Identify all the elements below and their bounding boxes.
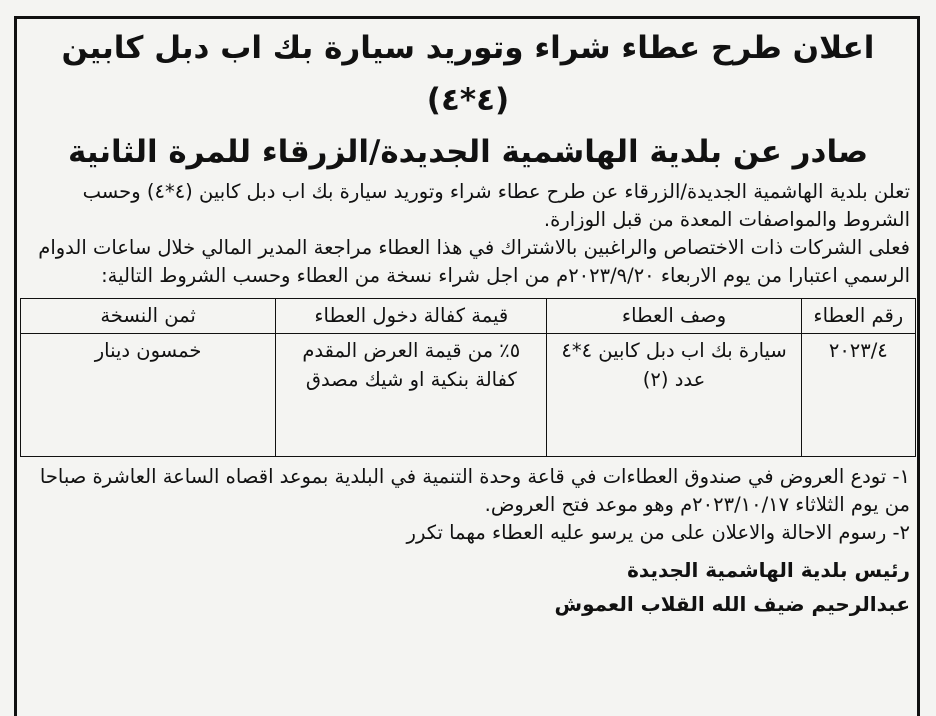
signature-block xyxy=(20,553,916,621)
intro-text xyxy=(20,178,916,290)
table-row xyxy=(21,334,916,457)
intro-paragraph-2: فعلى الشركات ذات الاختصاص والراغبين بالاشتراك في هذا العطاء مراجعة المدير المالي خلال ساعات الدوام الرسمي اعتبارا من يوم الاربعاء ٢٠٢٣/٩/٢٠م من اجل شراء نسخة من العطاء وحسب الشروط التالية: xyxy=(38,236,910,287)
conditions-list xyxy=(20,463,916,547)
cell-copy-price: خمسون دينار xyxy=(21,334,276,457)
signature-name: عبدالرحيم ضيف الله القلاب العموش xyxy=(554,592,910,616)
cell-tender-number: ٢٠٢٣/٤ xyxy=(801,334,915,457)
header-tender-number: رقم العطاء xyxy=(801,299,915,334)
signature-title: رئيس بلدية الهاشمية الجديدة xyxy=(627,558,910,582)
title-line-2: صادر عن بلدية الهاشمية الجديدة/الزرقاء للمرة الثانية xyxy=(67,134,869,170)
header-tender-description: وصف العطاء xyxy=(547,299,801,334)
header-copy-price: ثمن النسخة xyxy=(21,299,276,334)
announcement-title xyxy=(20,22,916,178)
intro-paragraph-1: تعلن بلدية الهاشمية الجديدة/الزرقاء عن طرح عطاء شراء وتوريد سيارة بك اب دبل كابين (٤*٤) وحسب الشروط والمواصفات المعدة من قبل الوزارة. xyxy=(82,180,910,231)
cell-guarantee-value: ٥٪ من قيمة العرض المقدم كفالة بنكية او شيك مصدق xyxy=(276,334,547,457)
tender-table xyxy=(20,298,916,457)
title-line-1: اعلان طرح عطاء شراء وتوريد سيارة بك اب دبل كابين (٤*٤) xyxy=(61,30,875,118)
header-guarantee-value: قيمة كفالة دخول العطاء xyxy=(276,299,547,334)
condition-1: ١- تودع العروض في صندوق العطاءات في قاعة وحدة التنمية في البلدية بموعد اقصاه الساعة العاشرة صباحا من يوم الثلاثاء ٢٠٢٣/١٠/١٧م وهو موعد فتح العروض. xyxy=(39,465,910,516)
tender-announcement xyxy=(20,22,916,621)
cell-tender-description: سيارة بك اب دبل كابين ٤*٤ عدد (٢) xyxy=(547,334,801,457)
table-header-row xyxy=(21,299,916,334)
condition-2: ٢- رسوم الاحالة والاعلان على من يرسو عليه العطاء مهما تكرر xyxy=(406,521,910,544)
